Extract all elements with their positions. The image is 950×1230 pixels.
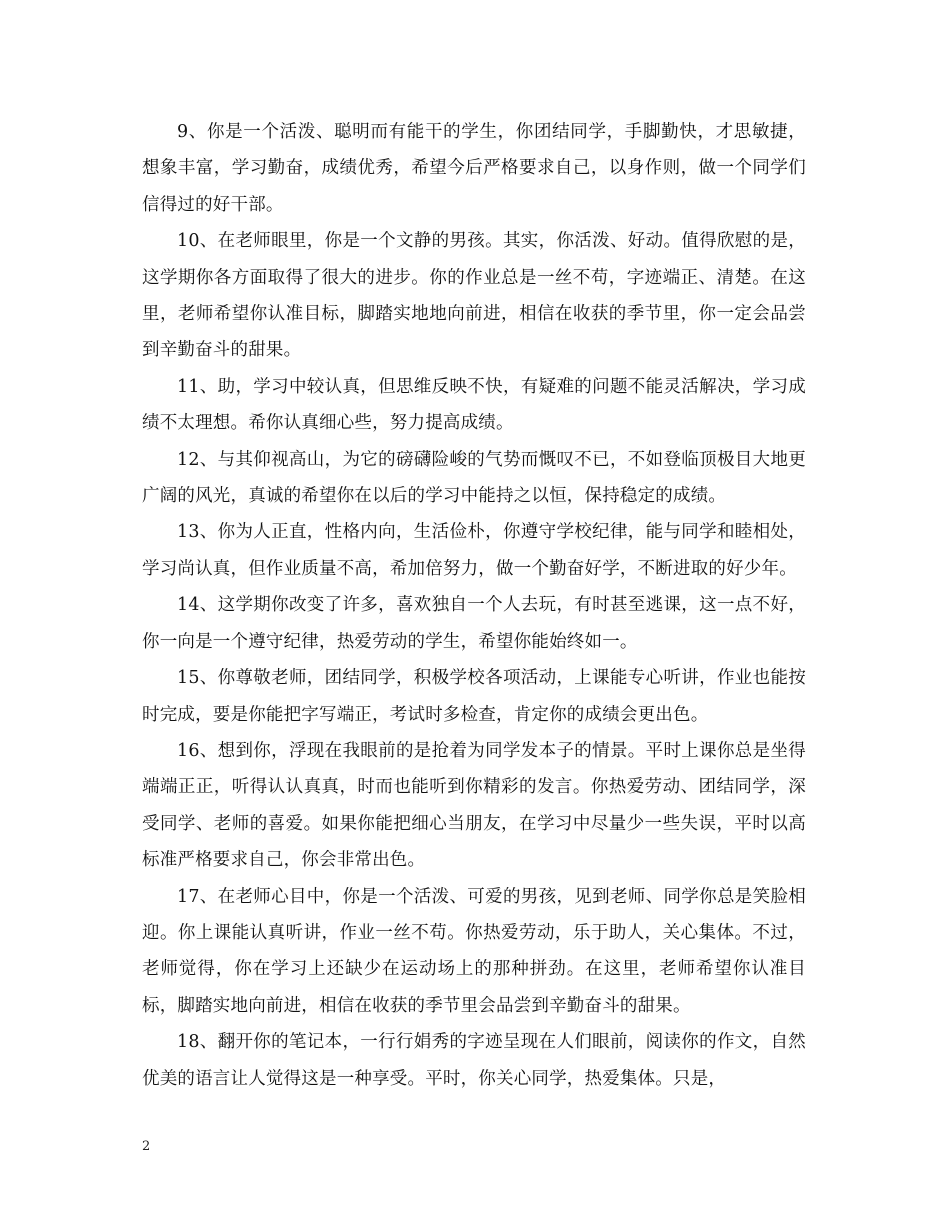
paragraph-9: 9、你是一个活泼、聪明而有能干的学生，你团结同学，手脚勤快，才思敏捷，想象丰富，学习勤奋，成绩优秀，希望今后严格要求自己，以身作则，做一个同学们信得过的好干部。 <box>142 122 806 215</box>
paragraph-14: 14、这学期你改变了许多，喜欢独自一个人去玩，有时甚至逃课，这一点不好，你一向是一个遵守纪律，热爱劳动的学生，希望你能始终如一。 <box>142 595 806 652</box>
paragraph-15: 15、你尊敬老师，团结同学，积极学校各项活动，上课能专心听讲，作业也能按时完成，要是你能把字写端正，考试时多检查，肯定你的成绩会更出色。 <box>142 668 806 725</box>
paragraph-16: 16、想到你，浮现在我眼前的是抢着为同学发本子的情景。平时上课你总是坐得端端正正，听得认认真真，时而也能听到你精彩的发言。你热爱劳动、团结同学，深受同学、老师的喜爱。如果你能把细心当朋友，在学习中尽量少一些失误，平时以高标准严格要求自己，你会非常出色。 <box>142 740 806 871</box>
paragraph-11: 11、助，学习中较认真，但思维反映不快，有疑难的问题不能灵活解决，学习成绩不太理想。希你认真细心些，努力提高成绩。 <box>142 376 806 434</box>
paragraph-10: 10、在老师眼里，你是一个文静的男孩。其实，你活泼、好动。值得欣慰的是，这学期你各方面取得了很大的进步。你的作业总是一丝不苟，字迹端正、清楚。在这里，老师希望你认准目标，脚踏实地地向前进，相信在收获的季节里，你一定会品尝到辛勤奋斗的甜果。 <box>142 231 806 361</box>
paragraph-18: 18、翻开你的笔记本，一行行娟秀的字迹呈现在人们眼前，阅读你的作文，自然优美的语言让人觉得这是一种享受。平时，你关心同学，热爱集体。只是， <box>142 1032 806 1089</box>
paragraph-13: 13、你为人正直，性格内向，生活俭朴，你遵守学校纪律，能与同学和睦相处，学习尚认真，但作业质量不高，希加倍努力，做一个勤奋好学，不断进取的好少年。 <box>142 522 806 579</box>
paragraph-17: 17、在老师心目中，你是一个活泼、可爱的男孩，见到老师、同学你总是笑脸相迎。你上课能认真听讲，作业一丝不苟。你热爱劳动，乐于助人，关心集体。不过，老师觉得，你在学习上还缺少在运动场上的那种拼劲。在这里，老师希望你认准目标，脚踏实地向前进，相信在收获的季节里会品尝到辛勤奋斗的甜果。 <box>142 886 806 1016</box>
document-body <box>142 114 806 1097</box>
paragraph-12: 12、与其仰视高山，为它的磅礴险峻的气势而慨叹不已，不如登临顶极目大地更广阔的风光，真诚的希望你在以后的学习中能持之以恒，保持稳定的成绩。 <box>142 449 806 507</box>
page-number: 2 <box>142 1139 151 1154</box>
